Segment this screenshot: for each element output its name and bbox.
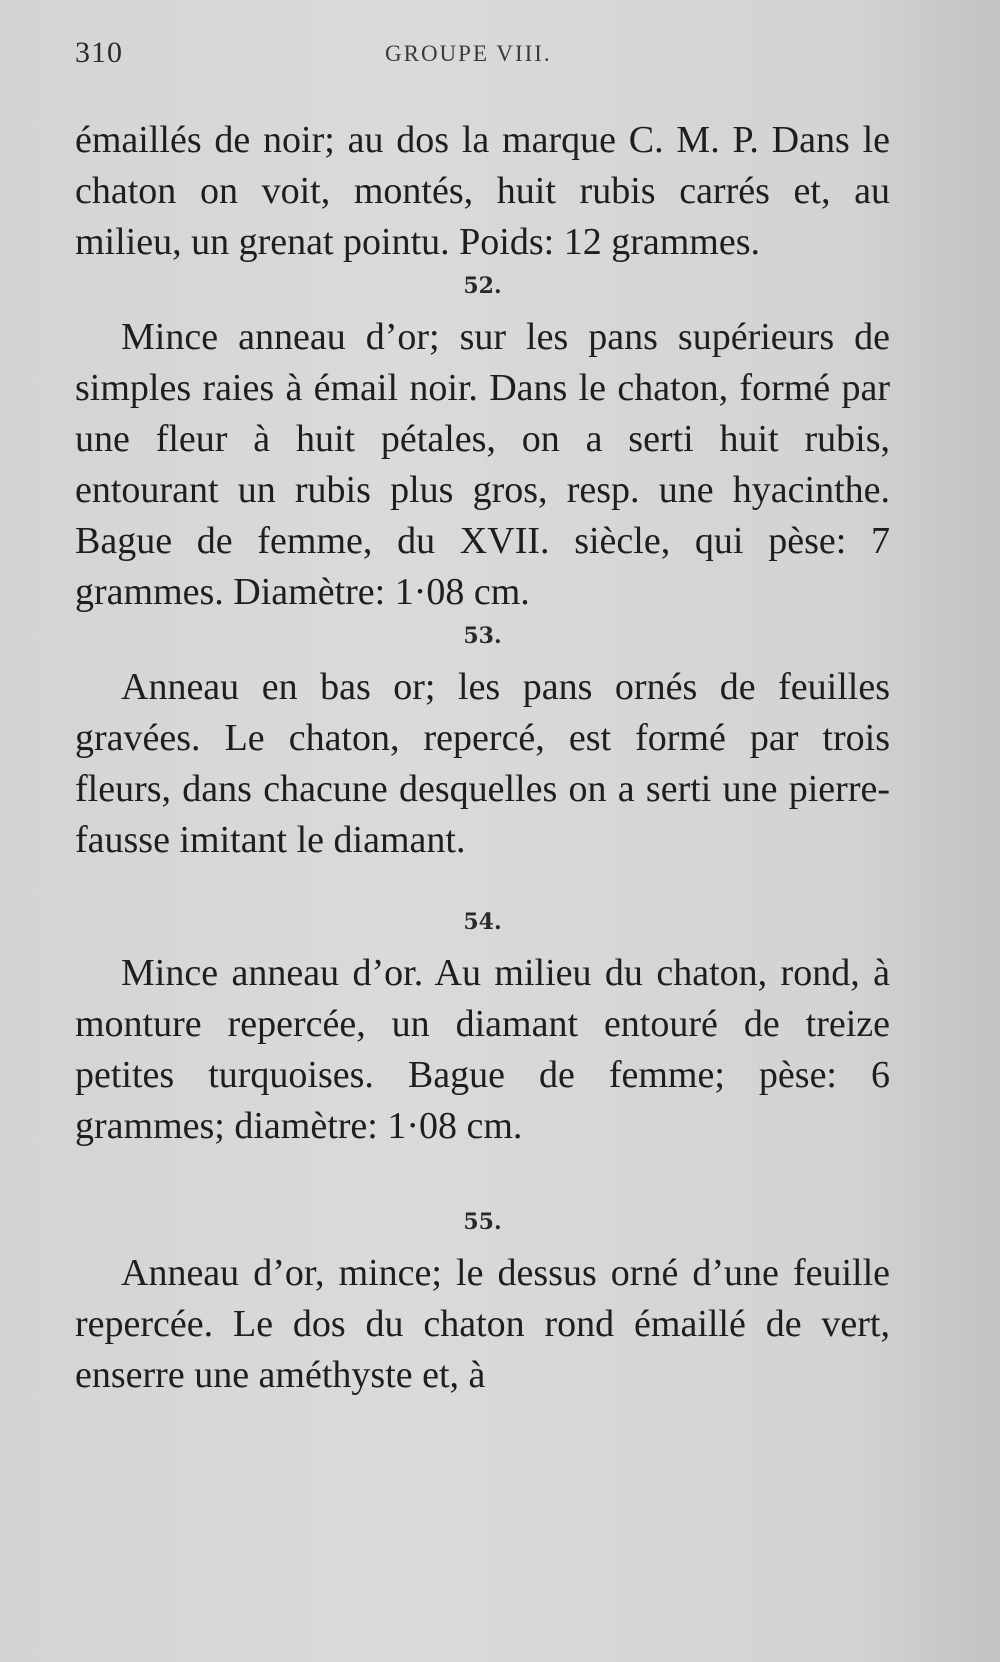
entry-paragraph: Anneau en bas or; les pans ornés de feuilles gravées. Le chaton, repercé, est formé par trois fleurs, dans chacune desquelles on a serti une pierre-fausse imitant le diamant.	[75, 666, 890, 861]
running-head: GROUPE VIII.	[385, 41, 552, 66]
continuation-paragraph: émaillés de noir; au dos la marque C. M. P. Dans le chaton on voit, montés, huit rubis carrés et, au milieu, un grenat pointu. Poids: 12 grammes.	[75, 119, 890, 263]
page-header	[75, 36, 895, 76]
body-text	[75, 115, 890, 1401]
entry-paragraph: Anneau d’or, mince; le dessus orné d’une feuille repercée. Le dos du chaton rond émaillé de vert, enserre une améthyste et, à	[75, 1252, 890, 1396]
entry-paragraph: Mince anneau d’or. Au milieu du chaton, rond, à monture repercée, un diamant entouré de treize petites turquoises. Bague de femme; pèse: 6 grammes; diamètre: 1·08 cm.	[75, 952, 890, 1147]
entry-paragraph: Mince anneau d’or; sur les pans supérieurs de simples raies à émail noir. Dans le chaton, formé par une fleur à huit pétales, on a serti huit rubis, entourant un rubis plus gros, resp. une hyacinthe. Bague de femme, du XVII. siècle, qui pèse: 7 grammes. Diamètre: 1·08 cm.	[75, 316, 890, 613]
entry-number: 53.	[463, 623, 502, 649]
entry-number: 54.	[463, 909, 502, 935]
page-number: 310	[75, 36, 123, 69]
entry-number: 55.	[463, 1209, 502, 1235]
entry-number: 52.	[463, 273, 502, 299]
